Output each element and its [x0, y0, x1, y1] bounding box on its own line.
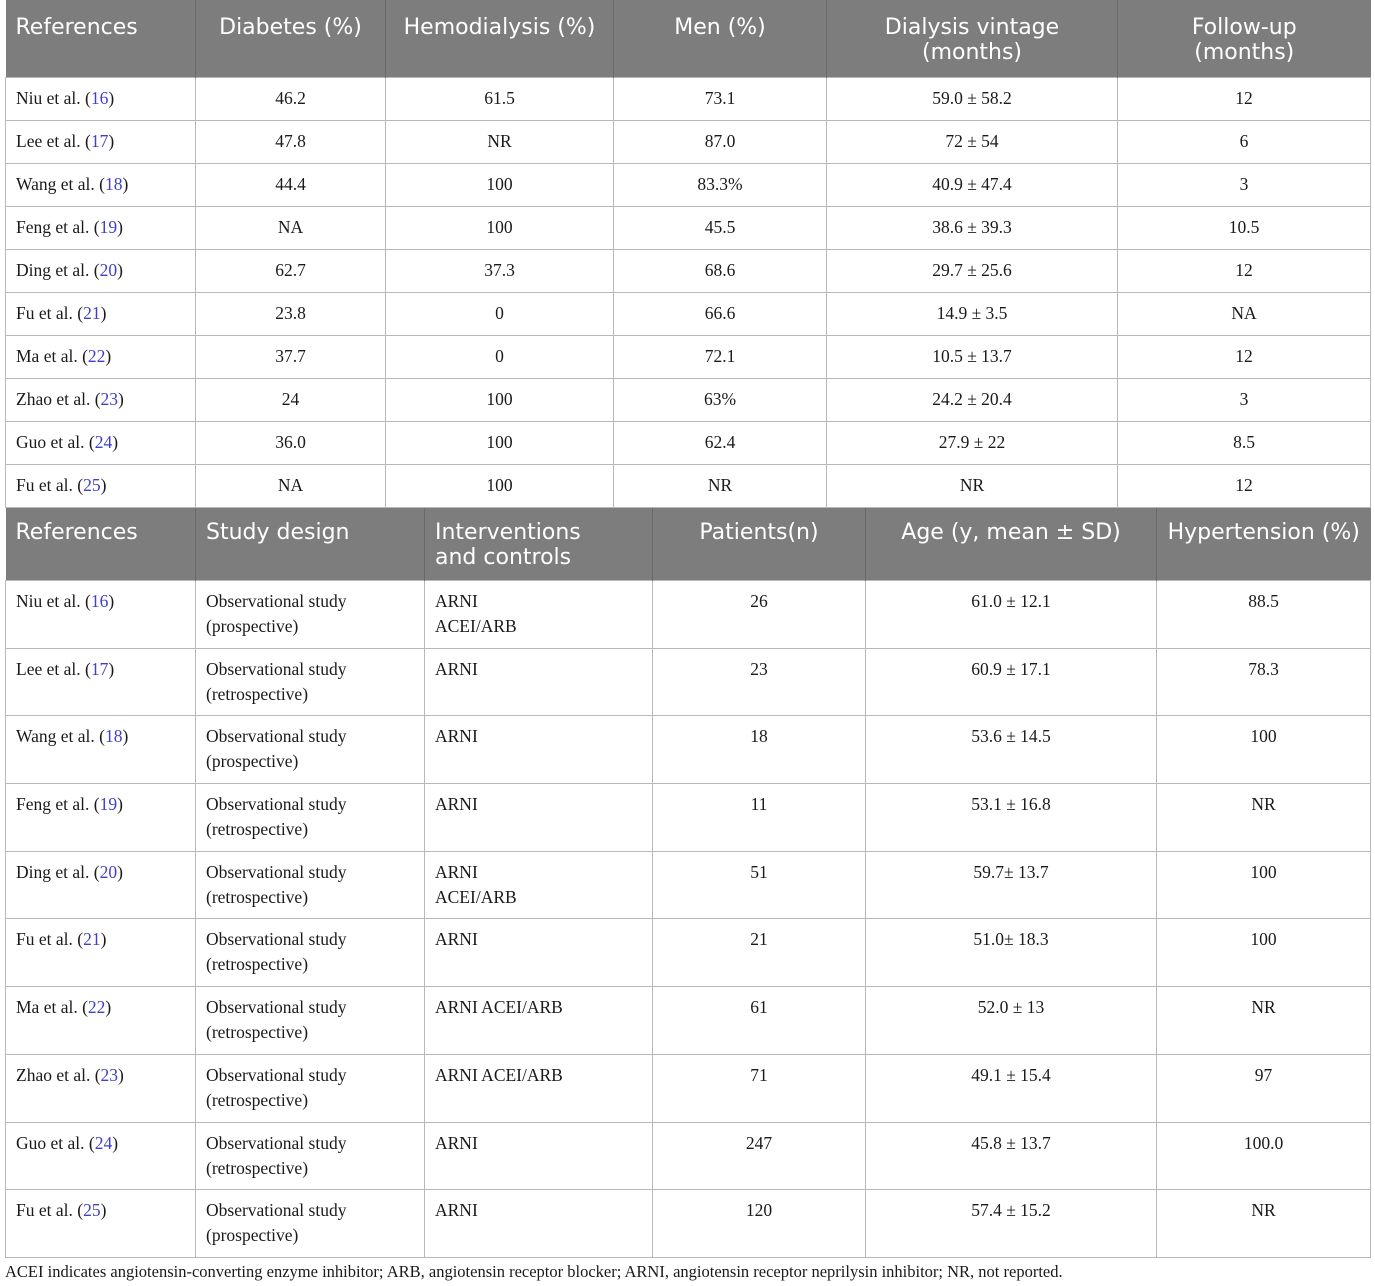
hemodialysis-cell: 100 — [386, 421, 614, 464]
reference-author: Fu et al. ( — [16, 929, 84, 950]
interventions-cell-line-2: ACEI/ARB — [435, 886, 517, 907]
dialysis-vintage-cell: NR — [827, 464, 1118, 507]
follow-up-cell: NA — [1118, 292, 1371, 335]
age-cell: 61.0 ± 12.1 — [866, 581, 1157, 649]
study-design-cell — [196, 919, 425, 987]
interventions-cell — [425, 851, 653, 919]
age-cell: 60.9 ± 17.1 — [866, 648, 1157, 716]
citation-close: ) — [112, 1132, 119, 1153]
patients-cell: 247 — [653, 1122, 866, 1190]
hypertension-cell: 100 — [1157, 851, 1371, 919]
age-cell: 49.1 ± 15.4 — [866, 1054, 1157, 1122]
hemodialysis-cell: 0 — [386, 335, 614, 378]
dialysis-vintage-cell: 59.0 ± 58.2 — [827, 77, 1118, 120]
men-cell: 73.1 — [614, 77, 827, 120]
table1-header-1: Diabetes (%) — [196, 0, 386, 77]
reference-author: Guo et al. ( — [16, 1132, 95, 1153]
interventions-cell-line-1: ARNI — [435, 726, 478, 747]
reference-cell — [6, 1054, 196, 1122]
citation-link[interactable]: 18 — [104, 174, 123, 194]
citation-link[interactable]: 21 — [83, 929, 101, 950]
citation-link[interactable]: 24 — [94, 1132, 113, 1153]
table-row — [6, 378, 1371, 421]
hypertension-cell: 100 — [1157, 716, 1371, 784]
dialysis-vintage-cell: 40.9 ± 47.4 — [827, 163, 1118, 206]
reference-author: Fu et al. ( — [16, 1200, 84, 1221]
citation-close: ) — [100, 1200, 107, 1221]
men-cell: 87.0 — [614, 120, 827, 163]
study-design-table — [5, 508, 1371, 1258]
study-design-cell-line-1: Observational study — [206, 591, 347, 611]
study-design-cell — [196, 1190, 425, 1258]
hypertension-cell: 97 — [1157, 1054, 1371, 1122]
study-design-cell-line-1: Observational study — [206, 1132, 347, 1153]
dialysis-vintage-cell: 27.9 ± 22 — [827, 421, 1118, 464]
hypertension-cell: NR — [1157, 987, 1371, 1055]
hemodialysis-cell: 100 — [386, 206, 614, 249]
citation-close: ) — [108, 658, 115, 679]
study-design-cell — [196, 648, 425, 716]
dialysis-vintage-cell: 29.7 ± 25.6 — [827, 249, 1118, 292]
study-design-cell-line-1: Observational study — [206, 1200, 347, 1221]
patients-cell: 18 — [653, 716, 866, 784]
reference-author: Lee et al. ( — [16, 131, 91, 151]
reference-author: Feng et al. ( — [16, 217, 100, 237]
reference-author: Ma et al. ( — [16, 346, 88, 366]
study-design-cell-line-2: (retrospective) — [206, 1089, 309, 1110]
reference-cell — [6, 163, 196, 206]
reference-cell — [6, 335, 196, 378]
table1-header-0: References — [6, 0, 196, 77]
hemodialysis-cell: 37.3 — [386, 249, 614, 292]
citation-link[interactable]: 25 — [83, 475, 101, 495]
interventions-cell — [425, 919, 653, 987]
men-cell: 72.1 — [614, 335, 827, 378]
follow-up-cell: 12 — [1118, 335, 1371, 378]
citation-link[interactable]: 16 — [90, 88, 109, 108]
interventions-cell-line-1: ARNI — [435, 1132, 478, 1153]
age-cell: 45.8 ± 13.7 — [866, 1122, 1157, 1190]
table-row — [6, 1122, 1371, 1190]
citation-close: ) — [112, 432, 119, 452]
interventions-cell-line-1: ARNI ACEI/ARB — [435, 997, 563, 1018]
citation-close: ) — [100, 475, 107, 495]
citation-link[interactable]: 20 — [99, 861, 118, 882]
study-design-cell — [196, 987, 425, 1055]
dialysis-vintage-cell: 72 ± 54 — [827, 120, 1118, 163]
diabetes-cell: 47.8 — [196, 120, 386, 163]
reference-author: Guo et al. ( — [16, 432, 95, 452]
table-row — [6, 648, 1371, 716]
men-cell: 45.5 — [614, 206, 827, 249]
study-design-cell-line-1: Observational study — [206, 929, 347, 950]
citation-close: ) — [117, 794, 123, 815]
follow-up-cell: 10.5 — [1118, 206, 1371, 249]
diabetes-cell: NA — [196, 464, 386, 507]
dialysis-vintage-cell: 38.6 ± 39.3 — [827, 206, 1118, 249]
citation-link[interactable]: 17 — [90, 131, 109, 151]
diabetes-cell: 37.7 — [196, 335, 386, 378]
men-cell: 68.6 — [614, 249, 827, 292]
reference-author: Lee et al. ( — [16, 658, 91, 679]
table-row — [6, 784, 1371, 852]
table-row — [6, 77, 1371, 120]
table-row — [6, 163, 1371, 206]
interventions-cell — [425, 716, 653, 784]
interventions-cell-line-1: ARNI ACEI/ARB — [435, 1064, 563, 1085]
citation-close: ) — [105, 997, 112, 1018]
hypertension-cell: NR — [1157, 784, 1371, 852]
reference-cell — [6, 919, 196, 987]
table2-header-4: Age (y, mean ± SD) — [866, 508, 1157, 581]
citation-link[interactable]: 21 — [83, 303, 101, 323]
reference-cell — [6, 120, 196, 163]
reference-cell — [6, 206, 196, 249]
interventions-cell-line-1: ARNI — [435, 861, 478, 882]
reference-cell — [6, 292, 196, 335]
men-cell: 66.6 — [614, 292, 827, 335]
table-row — [6, 120, 1371, 163]
citation-close: ) — [122, 174, 129, 194]
reference-author: Ding et al. ( — [16, 260, 100, 280]
patients-cell: 23 — [653, 648, 866, 716]
citation-link[interactable]: 25 — [83, 1200, 101, 1221]
citation-link[interactable]: 17 — [90, 658, 109, 679]
table-row — [6, 292, 1371, 335]
men-cell: NR — [614, 464, 827, 507]
hemodialysis-cell: 61.5 — [386, 77, 614, 120]
study-design-cell — [196, 581, 425, 649]
study-design-cell-line-2: (retrospective) — [206, 683, 309, 704]
table2-body — [6, 581, 1371, 1258]
table1-header-2: Hemodialysis (%) — [386, 0, 614, 77]
table-row — [6, 581, 1371, 649]
citation-link[interactable]: 23 — [100, 389, 119, 409]
table1-header-row — [6, 0, 1371, 77]
reference-author: Fu et al. ( — [16, 475, 84, 495]
hypertension-cell: 100.0 — [1157, 1122, 1371, 1190]
table2-header-0: References — [6, 508, 196, 581]
age-cell: 53.6 ± 14.5 — [866, 716, 1157, 784]
men-cell: 62.4 — [614, 421, 827, 464]
interventions-cell-line-1: ARNI — [435, 658, 478, 679]
patients-cell: 120 — [653, 1190, 866, 1258]
reference-cell — [6, 581, 196, 649]
diabetes-cell: 23.8 — [196, 292, 386, 335]
patients-cell: 11 — [653, 784, 866, 852]
interventions-cell-line-2: ACEI/ARB — [435, 616, 517, 636]
hypertension-cell: NR — [1157, 1190, 1371, 1258]
age-cell: 57.4 ± 15.2 — [866, 1190, 1157, 1258]
hemodialysis-cell: 0 — [386, 292, 614, 335]
study-design-cell-line-2: (prospective) — [206, 751, 299, 772]
citation-close: ) — [117, 260, 123, 280]
age-cell: 52.0 ± 13 — [866, 987, 1157, 1055]
table2-header-2: Interventions and controls — [425, 508, 653, 581]
reference-cell — [6, 77, 196, 120]
study-design-cell-line-2: (prospective) — [206, 1225, 299, 1246]
citation-close: ) — [108, 131, 115, 151]
reference-author: Ma et al. ( — [16, 997, 88, 1018]
study-design-cell-line-2: (retrospective) — [206, 819, 309, 840]
table-row — [6, 1054, 1371, 1122]
interventions-cell — [425, 648, 653, 716]
citation-close: ) — [100, 303, 107, 323]
diabetes-cell: 62.7 — [196, 249, 386, 292]
reference-cell — [6, 987, 196, 1055]
study-design-cell-line-2: (prospective) — [206, 616, 299, 636]
study-design-cell-line-1: Observational study — [206, 1064, 347, 1085]
hemodialysis-cell: 100 — [386, 163, 614, 206]
citation-link[interactable]: 18 — [104, 726, 123, 747]
reference-author: Zhao et al. ( — [16, 1064, 101, 1085]
reference-cell — [6, 378, 196, 421]
study-design-cell-line-1: Observational study — [206, 861, 347, 882]
reference-cell — [6, 784, 196, 852]
study-design-cell — [196, 851, 425, 919]
table-row — [6, 249, 1371, 292]
diabetes-cell: 24 — [196, 378, 386, 421]
table1-body — [6, 77, 1371, 507]
men-cell: 83.3% — [614, 163, 827, 206]
study-design-cell-line-2: (retrospective) — [206, 1157, 309, 1178]
age-cell: 53.1 ± 16.8 — [866, 784, 1157, 852]
dialysis-vintage-cell: 10.5 ± 13.7 — [827, 335, 1118, 378]
citation-close: ) — [122, 726, 129, 747]
diabetes-cell: 44.4 — [196, 163, 386, 206]
table2-header-1: Study design — [196, 508, 425, 581]
interventions-cell — [425, 1054, 653, 1122]
table-row — [6, 206, 1371, 249]
diabetes-cell: 46.2 — [196, 77, 386, 120]
patients-cell: 71 — [653, 1054, 866, 1122]
reference-author: Niu et al. ( — [16, 88, 91, 108]
interventions-cell — [425, 784, 653, 852]
citation-close: ) — [117, 217, 123, 237]
interventions-cell-line-1: ARNI — [435, 929, 478, 950]
reference-cell — [6, 716, 196, 784]
age-cell: 51.0± 18.3 — [866, 919, 1157, 987]
hypertension-cell: 88.5 — [1157, 581, 1371, 649]
reference-author: Niu et al. ( — [16, 591, 91, 611]
dialysis-vintage-cell: 24.2 ± 20.4 — [827, 378, 1118, 421]
interventions-cell — [425, 1122, 653, 1190]
reference-cell — [6, 1190, 196, 1258]
table-row — [6, 716, 1371, 784]
table2-header-5: Hypertension (%) — [1157, 508, 1371, 581]
follow-up-cell: 12 — [1118, 464, 1371, 507]
study-design-cell-line-1: Observational study — [206, 997, 347, 1018]
patients-cell: 51 — [653, 851, 866, 919]
interventions-cell — [425, 987, 653, 1055]
hemodialysis-cell: 100 — [386, 464, 614, 507]
study-design-cell — [196, 784, 425, 852]
reference-cell — [6, 851, 196, 919]
citation-link[interactable]: 24 — [94, 432, 113, 452]
citation-link[interactable]: 20 — [99, 260, 118, 280]
citation-close: ) — [118, 1064, 124, 1085]
study-design-cell-line-2: (retrospective) — [206, 954, 309, 975]
table-row — [6, 1190, 1371, 1258]
study-design-cell-line-1: Observational study — [206, 794, 347, 815]
dialysis-vintage-cell: 14.9 ± 3.5 — [827, 292, 1118, 335]
men-cell: 63% — [614, 378, 827, 421]
patients-cell: 26 — [653, 581, 866, 649]
reference-author: Fu et al. ( — [16, 303, 84, 323]
table2-header-3: Patients(n) — [653, 508, 866, 581]
reference-cell — [6, 1122, 196, 1190]
citation-link[interactable]: 22 — [87, 346, 106, 366]
citation-close: ) — [105, 346, 112, 366]
interventions-cell — [425, 581, 653, 649]
diabetes-cell: 36.0 — [196, 421, 386, 464]
reference-author: Wang et al. ( — [16, 174, 105, 194]
study-design-cell — [196, 716, 425, 784]
study-design-cell — [196, 1122, 425, 1190]
hemodialysis-cell: NR — [386, 120, 614, 163]
follow-up-cell: 8.5 — [1118, 421, 1371, 464]
table-row — [6, 335, 1371, 378]
patients-cell: 21 — [653, 919, 866, 987]
follow-up-cell: 12 — [1118, 249, 1371, 292]
citation-close: ) — [108, 591, 115, 611]
study-design-cell — [196, 1054, 425, 1122]
follow-up-cell: 6 — [1118, 120, 1371, 163]
citation-link[interactable]: 19 — [99, 794, 118, 815]
citation-close: ) — [118, 389, 124, 409]
study-design-cell-line-1: Observational study — [206, 726, 347, 747]
table-row — [6, 919, 1371, 987]
interventions-cell-line-1: ARNI — [435, 1200, 478, 1221]
table-row — [6, 851, 1371, 919]
reference-cell — [6, 249, 196, 292]
characteristics-table — [5, 0, 1371, 508]
age-cell: 59.7± 13.7 — [866, 851, 1157, 919]
reference-cell — [6, 464, 196, 507]
citation-link[interactable]: 19 — [99, 217, 118, 237]
table-row — [6, 464, 1371, 507]
interventions-cell-line-1: ARNI — [435, 794, 478, 815]
hemodialysis-cell: 100 — [386, 378, 614, 421]
citation-link[interactable]: 23 — [100, 1064, 119, 1085]
hypertension-cell: 78.3 — [1157, 648, 1371, 716]
citation-close: ) — [117, 861, 123, 882]
table1-header-3: Men (%) — [614, 0, 827, 77]
reference-author: Ding et al. ( — [16, 861, 100, 882]
diabetes-cell: NA — [196, 206, 386, 249]
follow-up-cell: 3 — [1118, 163, 1371, 206]
table1-header-5: Follow-up (months) — [1118, 0, 1371, 77]
table1-header-4: Dialysis vintage (months) — [827, 0, 1118, 77]
citation-link[interactable]: 16 — [90, 591, 109, 611]
reference-author: Zhao et al. ( — [16, 389, 101, 409]
tables-container — [5, 0, 1370, 1258]
citation-close: ) — [100, 929, 107, 950]
interventions-cell — [425, 1190, 653, 1258]
study-design-cell-line-2: (retrospective) — [206, 886, 309, 907]
patients-cell: 61 — [653, 987, 866, 1055]
table-row — [6, 987, 1371, 1055]
study-design-cell-line-2: (retrospective) — [206, 1022, 309, 1043]
table-row — [6, 421, 1371, 464]
citation-link[interactable]: 22 — [87, 997, 106, 1018]
follow-up-cell: 12 — [1118, 77, 1371, 120]
study-design-cell-line-1: Observational study — [206, 658, 347, 679]
interventions-cell-line-1: ARNI — [435, 591, 478, 611]
reference-cell — [6, 421, 196, 464]
citation-close: ) — [108, 88, 115, 108]
follow-up-cell: 3 — [1118, 378, 1371, 421]
reference-author: Wang et al. ( — [16, 726, 105, 747]
reference-cell — [6, 648, 196, 716]
table-footnote: ACEI indicates angiotensin-converting enzyme inhibitor; ARB, angiotensin receptor blocker; ARNI, angiotensin receptor neprilysin inhibitor; NR, not reported. — [5, 1262, 1063, 1281]
hypertension-cell: 100 — [1157, 919, 1371, 987]
reference-author: Feng et al. ( — [16, 794, 100, 815]
table2-header-row — [6, 508, 1371, 581]
